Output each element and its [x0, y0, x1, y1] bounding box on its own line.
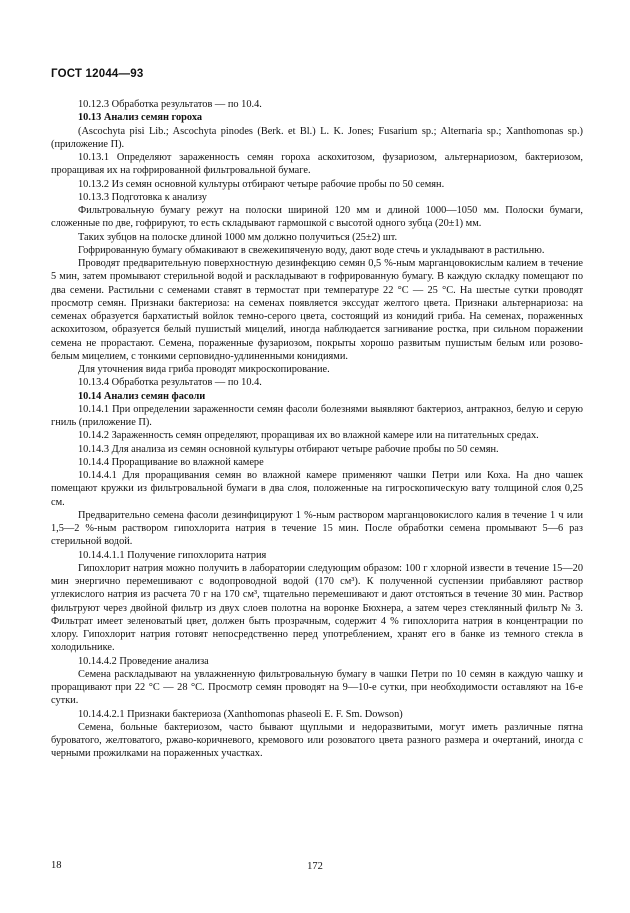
- document-body: [51, 98, 583, 761]
- page-number-left: 18: [51, 860, 62, 871]
- paragraph: 10.14.2 Зараженность семян определяют, проращивая их во влажной камере или на питательных средах.: [78, 430, 539, 442]
- paragraph: Таких зубцов на полоске длиной 1000 мм должно получиться (25±2) шт.: [78, 231, 398, 243]
- paragraph: Семена раскладывают на увлажненную фильтровальную бумагу в чашки Петри по 10 семян в каждую чашку и проращивают при 22 °С — 28 °С. Просмотр семян проводят на 9—10-е сутки, при необходимости оставляют на 16-е сутки.: [51, 668, 583, 707]
- paragraph: 10.14.4.2.1 Признаки бактериоза (Xanthomonas phaseoli E. F. Sm. Dowson): [78, 708, 403, 720]
- paragraph: Для уточнения вида гриба проводят микроскопирование.: [78, 364, 330, 375]
- paragraph: 10.14.4.1.1 Получение гипохлорита натрия: [78, 549, 267, 561]
- paragraph: Гофрированную бумагу обмакивают в свежекипяченую воду, дают воде стечь и укладывают в растильню.: [78, 244, 545, 256]
- paragraph: 10.12.3 Обработка результатов — по 10.4.: [78, 99, 262, 110]
- paragraph: Семена, больные бактериозом, часто бывают щуплыми и недоразвитыми, могут иметь различные пятна буроватого, желтоватого, ржаво-коричневого, кремового или розоватого цвета разного размера и очертаний, иногда с черными прожилками на пораженных участках.: [51, 721, 583, 760]
- paragraph: 10.14.4.1 Для проращивания семян во влажной камере применяют чашки Петри или Коха. На дно чашек помещают кружки из фильтровальной бумаги в два слоя, положенные на гигроскопическую вату толщиной слоя 0,25 см.: [51, 470, 583, 508]
- paragraph: Фильтровальную бумагу режут на полоски шириной 120 мм и длиной 1000—1050 мм. Полоски бумаги, сложенные по две, гофрируют, то есть складывают гармошкой с высотой одного зубца (20±1) мм.: [51, 205, 583, 230]
- paragraph: 10.14.4 Проращивание во влажной камере: [78, 456, 264, 468]
- paragraph: Предварительно семена фасоли дезинфицируют 1 %-ным раствором марганцовокислого калия в течение 1 ч или 1,5—2 %-ным раствором гипохлорита натрия в течение 15 мин. После обработки семена промывают 5—6 раз стерильной водой.: [51, 509, 583, 548]
- paragraph: Проводят предварительную поверхностную дезинфекцию семян 0,5 %-ным марганцовокислым калием в течение 5 мин, затем промывают стерильной водой и раскладывают в гофрированную бумагу. В каждую складку помещают по два семени. Растильни с семенами ставят в термостат при температуре 22 °С — 25 °С. На шестые сутки проводят просмотр семян. Признаки бактериоза: на семенах появляется экссудат желтого цвета. Признаки альтернариоза: на семенах образуется бархатистый войлок темно-серого цвета, состоящий из конидий гриба. На семенах, пораженных аскохитозом, образуется белый пушистый мицелий, иногда наблюдается загнивание ростка, при сильном поражении семена не прорастают. Семена, пораженные фузариозом, покрыты хорошо развитым пушистым белым или розово-белым мицелием, с тонкими серповидно-удлиненными конидиями.: [51, 258, 583, 362]
- paragraph: 10.14.3 Для анализа из семян основной культуры отбирают четыре рабочие пробы по 50 семян.: [78, 443, 499, 455]
- paragraph: 10.13.3 Подготовка к анализу: [78, 191, 207, 203]
- section-heading: 10.14 Анализ семян фасоли: [78, 390, 206, 402]
- paragraph: 10.14.4.2 Проведение анализа: [78, 655, 209, 667]
- paragraph: 10.13.4 Обработка результатов — по 10.4.: [78, 377, 262, 389]
- standard-header: ГОСТ 12044—93: [51, 68, 144, 80]
- paragraph: (Ascochyta pisi Lib.; Ascochyta pinodes (Berk. et Bl.) L. K. Jones; Fusarium sp.; Alternaria sp.; Xanthomonas sp.) (приложение П).: [51, 125, 583, 150]
- paragraph: 10.13.1 Определяют зараженность семян гороха аскохитозом, фузариозом, альтернариозом, бактериозом, проращивая их на гофрированной фильтровальной бумаге.: [51, 152, 583, 177]
- section-heading: 10.13 Анализ семян гороха: [78, 112, 203, 124]
- paragraph: Гипохлорит натрия можно получить в лаборатории следующим образом: 100 г хлорной извести в течение 15—20 мин энергично перемешивают с водопроводной водой (170 см³). К полученной суспензии прибавляют раствор углекислого натрия из расчета 70 г на 170 см³, тщательно перемешивают и дают отстояться в течение 30 мин. Раствор фильтруют через двойной фильтр из двух слоев полотна на воронке Бюхнера, а затем через стеклянный фильтр № 3. Фильтрат имеет зеленоватый цвет, должен быть прозрачным, содержит 4 % гипохлорита натрия в концентрации по хлору. Гипохлорит натрия готовят непосредственно перед употреблением, хранят его в банке из темного стекла в холодильнике.: [51, 562, 583, 654]
- paragraph: 10.13.2 Из семян основной культуры отбирают четыре рабочие пробы по 50 семян.: [78, 178, 445, 190]
- paragraph: 10.14.1 При определении зараженности семян фасоли болезнями выявляют бактериоз, антракноз, белую и серую гниль (приложение П).: [51, 403, 583, 428]
- page-number-center: 172: [307, 861, 323, 872]
